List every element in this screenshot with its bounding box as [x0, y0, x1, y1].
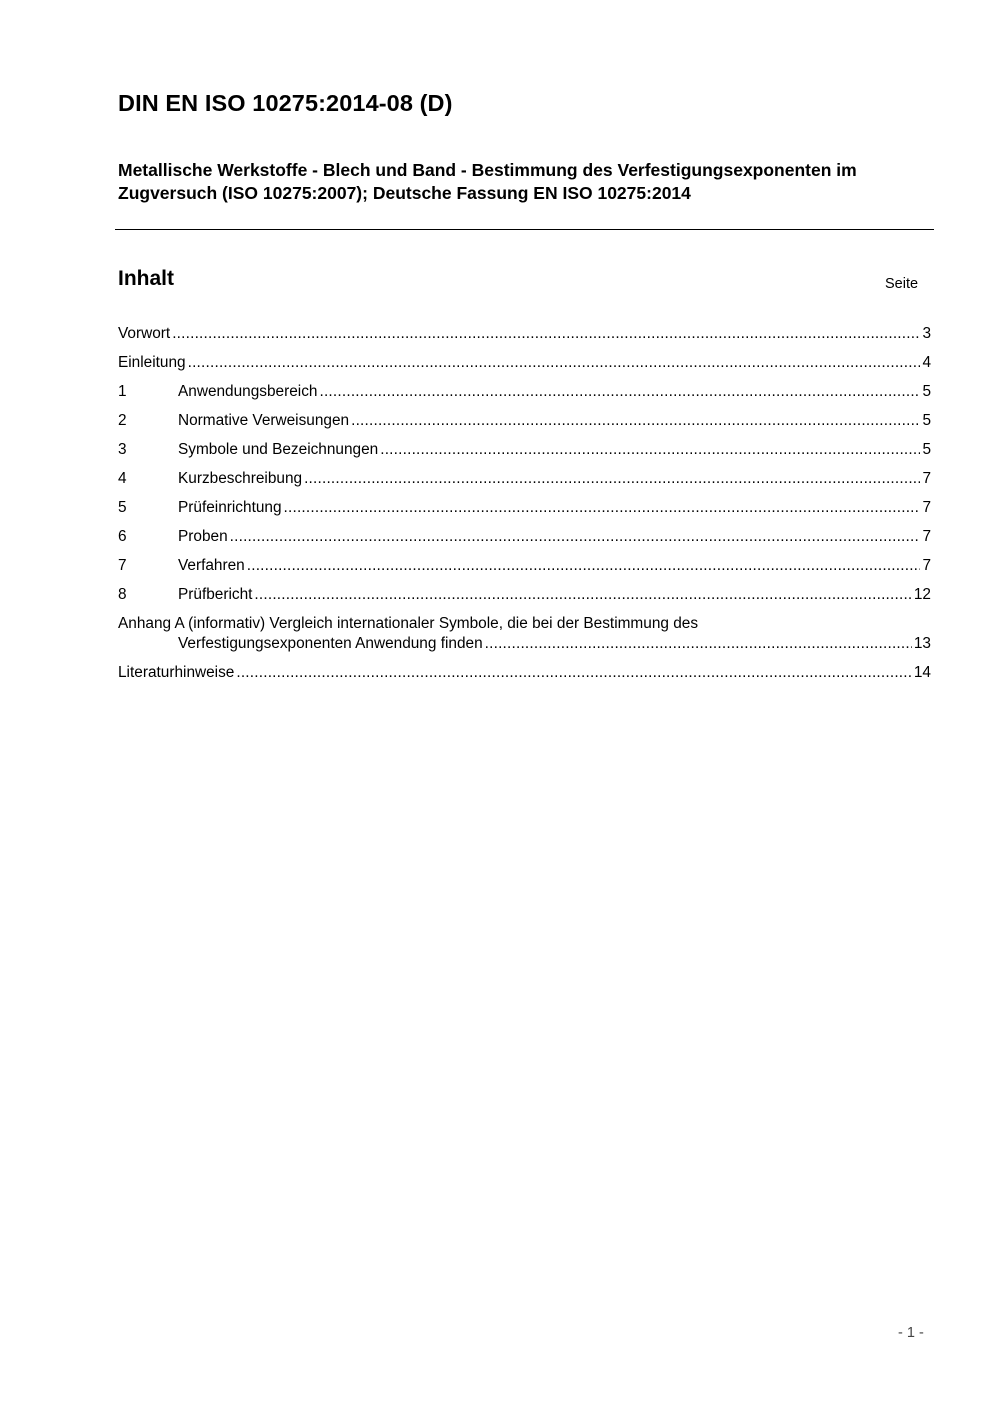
toc-entry-section-5[interactable]	[118, 498, 931, 527]
toc-entry-page: 7	[922, 528, 931, 545]
page-column-label: Seite	[885, 276, 919, 292]
dot-leader	[230, 527, 921, 547]
toc-entry-title: Einleitung	[118, 354, 186, 371]
toc-entry-title: Vorwort	[118, 325, 171, 342]
toc-entry-page: 3	[922, 325, 931, 342]
toc-entry-section-3[interactable]	[118, 440, 931, 469]
dot-leader	[247, 556, 921, 576]
toc-entry-section-7[interactable]	[118, 556, 931, 585]
toc-entry-page: 5	[922, 412, 931, 429]
toc-entry-page: 5	[922, 441, 931, 458]
toc-entry-page: 4	[922, 354, 931, 371]
toc-entry-number: 1	[118, 383, 127, 400]
document-subtitle: Metallische Werkstoffe - Blech und Band - Bestimmung des Verfestigungsexponenten im Zugversuch (ISO 10275:2007); Deutsche Fassung EN ISO 10275:2014	[118, 160, 857, 203]
dot-leader	[304, 469, 920, 489]
toc-heading: Inhalt	[118, 267, 174, 290]
toc-entry-number: 4	[118, 470, 127, 487]
dot-leader	[172, 324, 920, 344]
dot-leader	[254, 585, 911, 605]
toc-entry-section-6[interactable]	[118, 527, 931, 556]
toc-entry-page: 7	[922, 499, 931, 516]
toc-entry-title: Normative Verweisungen	[178, 412, 350, 429]
toc-entry-title: Anwendungsbereich	[178, 383, 318, 400]
table-of-contents	[118, 324, 931, 692]
toc-entry-page: 13	[913, 635, 931, 652]
dot-leader	[319, 382, 920, 402]
page-number: - 1 -	[898, 1325, 924, 1341]
toc-entry-title: Anhang A (informativ) Vergleich internationaler Symbole, die bei der Bestimmung des	[118, 615, 699, 632]
toc-entry-einleitung[interactable]	[118, 353, 931, 382]
toc-entry-vorwort[interactable]	[118, 324, 931, 353]
toc-entry-page: 12	[913, 586, 931, 603]
dot-leader	[284, 498, 921, 518]
dot-leader	[380, 440, 920, 460]
toc-entry-title: Kurzbeschreibung	[178, 470, 303, 487]
dot-leader	[485, 634, 912, 654]
toc-entry-title: Proben	[178, 528, 228, 545]
toc-entry-section-1[interactable]	[118, 382, 931, 411]
toc-entry-title: Prüfeinrichtung	[178, 499, 282, 516]
toc-entry-annex-a[interactable]	[118, 614, 931, 663]
toc-entry-number: 8	[118, 586, 127, 603]
toc-entry-title: Prüfbericht	[178, 586, 253, 603]
toc-entry-section-4[interactable]	[118, 469, 931, 498]
toc-entry-number: 7	[118, 557, 127, 574]
toc-entry-number: 3	[118, 441, 127, 458]
toc-entry-number: 2	[118, 412, 127, 429]
toc-entry-page: 14	[913, 664, 931, 681]
toc-entry-section-8[interactable]	[118, 585, 931, 614]
toc-entry-page: 7	[922, 470, 931, 487]
toc-entry-title: Literaturhinweise	[118, 664, 235, 681]
toc-entry-title: Symbole und Bezeichnungen	[178, 441, 379, 458]
document-title: DIN EN ISO 10275:2014-08 (D)	[118, 90, 453, 116]
toc-entry-page: 7	[922, 557, 931, 574]
dot-leader	[351, 411, 920, 431]
toc-entry-number: 5	[118, 499, 127, 516]
toc-entry-number: 6	[118, 528, 127, 545]
dot-leader	[188, 353, 921, 373]
toc-entry-literaturhinweise[interactable]	[118, 663, 931, 692]
toc-entry-section-2[interactable]	[118, 411, 931, 440]
toc-entry-title-continued: Verfestigungsexponenten Anwendung finden	[178, 635, 483, 652]
title-divider	[115, 229, 934, 230]
toc-entry-page: 5	[922, 383, 931, 400]
toc-entry-title: Verfahren	[178, 557, 245, 574]
dot-leader	[236, 663, 912, 683]
